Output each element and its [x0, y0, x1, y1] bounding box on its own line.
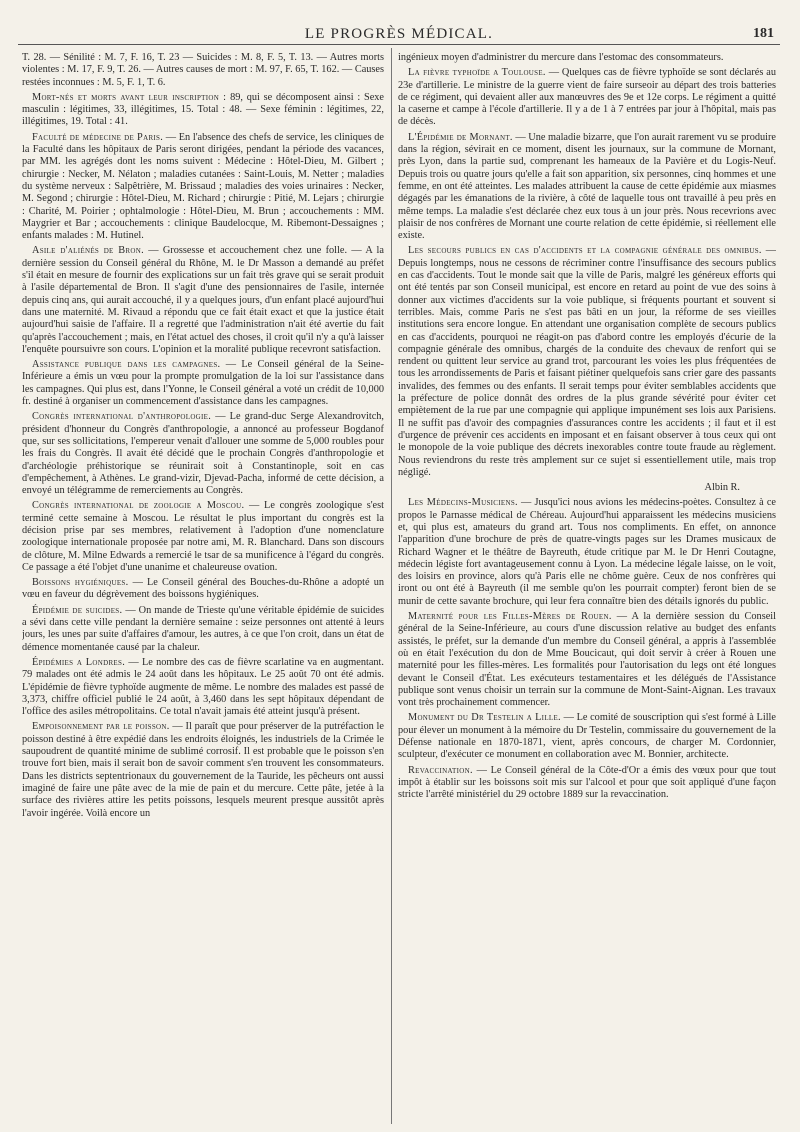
- news-item: [22, 132, 384, 243]
- news-item: [22, 721, 384, 819]
- continued-paragraph: [22, 52, 384, 89]
- news-item-heading: Monument du Dr Testelin a Lille.: [408, 712, 561, 724]
- news-item: [22, 577, 384, 602]
- journal-title: LE PROGRÈS MÉDICAL.: [304, 26, 494, 42]
- news-item: [398, 497, 776, 608]
- news-item: [22, 411, 384, 497]
- news-item-heading: Revaccination.: [408, 764, 473, 776]
- news-item: [22, 657, 384, 718]
- news-item-text: — Grossesse et accouchement chez une folle. — A la dernière session du Conseil général du Rhône, M. le Dr Masson a demandé au préfet s'il était en mesure de fournir des explications sur un fait très grave qui se serait produit à l'asile départemental de Bron. Il s'agit d'une des pensionnaires de l'asile, internée depuis cinq ans, qui aurait accouché, il y a quelques jours, d'un enfant placé aujourd'hui dans une maternité. M. Rivaud a répondu que ce fait était exact et que la justice était aujourd'hui saisie de l'affaire. Il a regretté que l'administration n'ait été avertie du fait qu'après l'accouchement ; mais, en l'état actuel des choses, il croit qu'il n'y a qu'à laisser l'enquête poursuivre son cours. L'opinion et la moralité publique recevront satisfaction.: [22, 245, 384, 355]
- news-item: [398, 132, 776, 243]
- news-item-heading: Épidémie de suicides.: [32, 604, 123, 616]
- news-item: [398, 611, 776, 709]
- news-item-text: — Quelques cas de fièvre typhoïde se sont déclarés au 23e d'artillerie. Le ministre de la guerre vient de faire surseoir au départ des trois batteries de ce régiment, qui devaient aller aux manœuvres des 9e et 12e corps. Le régiment a quitté la caserne et campe à l'école d'artillerie. Il y a de 1 à 7 entrées par jour à l'hôpital, mais pas de décès.: [398, 67, 776, 128]
- news-item-heading: Empoisonnement par le poisson.: [32, 721, 170, 733]
- news-item-text: — Le comité de souscription qui s'est formé à Lille pour élever un monument à la mémoire du Dr Testelin, commissaire du gouvernement de la Défense nationale en 1870-1871, vient, après concours, de charger M. Cordonnier, sculpteur, d'exécuter ce monument en collaboration avec M. Bonnier, architecte.: [398, 712, 776, 761]
- news-item-text: — A la dernière session du Conseil général de la Seine-Inférieure, au cours d'une discussion relative au budget des enfants assistés, le préfet, sur la demande d'un membre du Conseil général, a appris à l'assemblée où en était l'exécution du don de Mme Boucicaut, qui doit servir à créer à Rouen une maternité pour les filles-mères. Les formalités pour l'autorisation du legs ont été longues devant le Conseil d'État. Les exécuteurs testamentaires et les délégués de l'Assistance publique sont venus choisir un terrain sur la commune de Mont-Saint-Aignan. Les travaux vont très prochainement commencer.: [398, 611, 776, 709]
- news-item-heading: Faculté de médecine de Paris.: [32, 131, 164, 143]
- news-item-text: — Jusqu'ici nous avions les médecins-poètes. Consultez à ce propos le Parnasse médical de Chéreau. Aujourd'hui apparaissent les médecins musiciens et, qui plus est, amateurs du grand art. Tous nos compliments. En effet, on annonce l'apparition d'une brochure de près de quatre-vingts pages sur les Drames musicaux de Richard Wagner et le théâtre de Bayreuth, étude critique par M. le Dr Henri Coutagne, médecin légiste fort avantageusement connu à Lyon. La médecine légale laisse, on le voit, des loisirs en province, alors qu'à Paris elle ne chôme guère. Ceux de nos confrères qui iront ou ont été à Bayreuth (il me semble qu'on les pourrait compter) feront bien de se munir de cette savante brochure, qui leur fera connaître bien des détails ignorés du public.: [398, 497, 776, 607]
- running-header: [18, 26, 780, 45]
- news-item-text: — Le Conseil général de la Côte-d'Or a émis des vœux pour que tout impôt à établir sur les boissons soit mis sur l'alcool et pour que soit appliqué d'une façon stricte l'arrêté ministériel du 29 octobre 1889 sur la revaccination.: [398, 764, 776, 801]
- news-item-text: — On mande de Trieste qu'une véritable épidémie de suicides a sévi dans cette ville pendant la dernière semaine : seize personnes ont attenté à leurs jours, les unes par suite d'affaires d'amour, les autres, à ce que l'on croit, dans un état de démence momentanée causé par la chaleur.: [22, 604, 384, 653]
- news-item-heading: Les Médecins-Musiciens.: [408, 497, 518, 509]
- news-item-heading: Maternité pour les Filles-Mères de Rouen.: [408, 611, 612, 623]
- news-item-text: — Le Conseil général de la Seine-Inférieure a émis un vœu pour la prompte promulgation de la loi sur l'assistance dans les campagnes. Qui plus est, dans l'Yonne, le Conseil général a voté un crédit de 10,000 fr. destiné à organiser un commencement d'assistance dans les campagnes.: [22, 359, 384, 408]
- news-item: [22, 605, 384, 654]
- column-divider: [391, 48, 392, 1124]
- news-item-text: — Le nombre des cas de fièvre scarlatine va en augmentant. 79 malades ont été admis le 24 août dans les hôpitaux. Le 25 août 70 ont été admis. L'épidémie de fièvre typhoïde augmente de même. Le nombre des malades est passé de 3,373, chiffre officiel publié le 24 août, à 3,460 dans les sept hôpitaux dépendant de l'office des asiles métropolitains. Ce total n'avait jamais été atteint jusqu'à présent.: [22, 656, 384, 718]
- news-item-heading: Épidémies a Londres.: [32, 656, 126, 668]
- news-item-heading: Les secours publics en cas d'accidents et la compagnie générale des omnibus.: [408, 245, 762, 257]
- right-column: [398, 52, 776, 1126]
- news-item: [22, 245, 384, 356]
- continued-paragraph: [398, 52, 776, 64]
- news-item-text: — En l'absence des chefs de service, les cliniques de la Faculté dans les hôpitaux de Paris seront dirigées, pendant la période des vacances, par MM. les agrégés dont les noms suivent : Médecine : Hôtel-Dieu, M. Gilbert ; chirurgie : Necker, M. Nélaton ; maladies cutanées : Saint-Louis, M. Netter ; maladies du système nerveux : Salpêtrière, M. Brissaud ; maladies des voies urinaires : Necker, M. Segond ; chirurgie : Hôtel-Dieu, M. Richard ; chirurgie : Pitié, M. Lejars ; chirurgie : Charité, M. Poirier ; ophtalmologie : Hôtel-Dieu, M. Brun ; accouchements : MM. Maygrier et Bar ; accouchements : clinique Baudelocque, M. Ribemont-Dessaignes ; enfants malades : M. Hutinel.: [22, 131, 384, 242]
- news-item-text: — Depuis longtemps, nous ne cessons de récriminer contre l'insuffisance des secours publics en cas d'accidents. Tout le monde sait que la ville de Paris, malgré les généreux efforts qui ont été tentés par son Conseil municipal, est encore en retard au point de vue des soins à donner aux victimes d'accidents sur la voie publique, si fréquents pourtant et souvent si terribles. Mais, comme Paris ne s'est pas bâti en un jour, la réforme de ses vieilles institutions sera encore longue. En attendant une organisation complète de secours publics en cas d'accidents, pourquoi ne réagit-on pas d'abord contre les employés d'écurie de la compagnie générale des omnibus, chargés de la conduite des chevaux de renfort qui se rendent ou quittent leur service au grand trot, parcourant les voies les plus fréquentées de tous les arrondissements de Paris et faisant piétiner quelquefois sans crier gare des passants invalides, des femmes ou des enfants. Il serait temps pour éviter semblables accidents que la préfecture de police donnât des ordres de la plus grande sévérité pour éviter cet empiètement de la rue par une compagnie qui applique impunément ses lois aux Parisiens. Il ne suffit pas d'avoir des compagnies d'assurances contre les accidents ; il faut et il est d'urgence de prévenir ces accidents en imposant et en faisant observer à tous ceux qui ont le monopole de la voie publique des décrets inexorables contre toute fraude au règlement. Nous reviendrons du reste très amplement sur ce sujet si essentiellement utile, mais trop négligé.: [398, 245, 776, 478]
- news-item: [398, 245, 776, 479]
- news-item: [398, 712, 776, 761]
- news-item: [398, 765, 776, 802]
- left-column: [22, 52, 384, 1126]
- news-item-text: — Il paraît que pour préserver de la putréfaction le poisson destiné à être expédié dans les endroits éloignés, les industriels de la Crimée le saupoudrent de quantité minime de sublimé corrosif. Il est probable que le poisson s'en trouve fort bien, mais il serait bon de savoir comment s'en trouvent les consommateurs. Dans les districts septentrionaux du gouvernement de la Tauride, les pêcheurs ont aussi imaginé de faire une pâte avec de la mie de pain et du mercure. Cette pâte, jetée à la surface des rivières attire les petits poissons, lesquels meurent presque aussitôt après l'avoir ingérée. Voilà encore un: [22, 721, 384, 819]
- news-item-text: — Le Conseil général des Bouches-du-Rhône a adopté un vœu en faveur du dégrèvement des boissons hygiéniques.: [22, 577, 384, 601]
- article-signature: [398, 482, 776, 494]
- news-item-heading: Mort-nés et morts avant leur inscription :: [32, 91, 227, 103]
- news-item: [22, 500, 384, 574]
- news-item: [398, 67, 776, 128]
- paragraph-text: T. 28. — Sénilité : M. 7, F. 16, T. 23 — Suicides : M. 8, F. 5, T. 13. — Autres morts violentes : M. 17, F. 9, T. 26. — Autres causes de mort : M. 97, F. 65, T. 162. — Causes restées inconnues : M. 5, F. 1, T. 6.: [22, 52, 384, 88]
- signature-text: Albin R.: [704, 482, 740, 494]
- news-item-text: — Le congrès zoologique s'est terminé cette semaine à Moscou. Le résultat le plus important du congrès est la décision prise par ses membres, relativement à l'adoption d'une nomenclature zoologique internationale proposée par notre ami, M. R. Blanchard. Dans son discours de clôture, M. Milne Edwards a remercié le tsar de sa munificence à l'égard du congrès. Ce passage a été l'objet d'une unanime et chaleureuse ovation.: [22, 500, 384, 573]
- news-item-heading: Asile d'aliénés de Bron.: [32, 245, 144, 257]
- news-item: [22, 92, 384, 129]
- news-item-text: — Le grand-duc Serge Alexandrovitch, président d'honneur du Congrès d'anthropologie, a annoncé au professeur Bogdanof que, sur ses sollicitations, l'empereur venait d'allouer une somme de 5,000 roubles pour les frais du Congrès. Il avait été décidé que le prochain Congrès d'anthropologie et d'archéologie préhistorique se réunirait soit à Constantinople, soit en cas d'empêchement, à Athènes. Le grand-vizir, Djevad-Pacha, informé de cette décision, a envoyé un télégramme de remerciements au Congrès.: [22, 411, 384, 497]
- news-item-heading: Congrès international de zoologie a Moscou.: [32, 500, 245, 512]
- news-item-heading: La fièvre typhoïde a Toulouse.: [408, 67, 546, 79]
- paragraph-text: ingénieux moyen d'administrer du mercure dans l'estomac des consommateurs.: [398, 52, 724, 63]
- news-item: [22, 359, 384, 408]
- page-number: 181: [753, 26, 774, 41]
- news-item-text: — Une maladie bizarre, que l'on aurait rarement vu se produire dans la région, sévirait en ce moment, disent les journaux, sur la commune de Mornant, près Lyon, dans la partie sud, comprenant les hameaux de la Pavière et du Logis-Neuf. Depuis trois ou quatre jours qu'elle a fait son apparition, six personnes, cinq hommes et une femme, en ont été atteintes. Les malades attribuent la cause de cette épidémie aux miasmes dégagés par les émanations de la rivière, à côté de laquelle tous ont travaillé à peu près en même temps. La maladie s'est déclarée chez eux tous à un jour près. Nous recevrions avec plaisir de nos confrères de Mornant une courte relation de cette épidémie, si réellement elle existe.: [398, 131, 776, 242]
- news-item-text: 89, qui se décomposent ainsi : Sexe masculin : légitimes, 33, illégitimes, 15. Total : 48. — Sexe féminin : légitimes, 22, illégitimes, 19. Total : 41.: [22, 91, 384, 128]
- news-item-heading: Assistance publique dans les campagnes.: [32, 359, 221, 371]
- news-item-heading: L'Épidémie de Mornant.: [408, 131, 513, 143]
- news-item-heading: Boissons hygiéniques.: [32, 577, 129, 589]
- news-item-heading: Congrès international d'anthropologie.: [32, 411, 212, 423]
